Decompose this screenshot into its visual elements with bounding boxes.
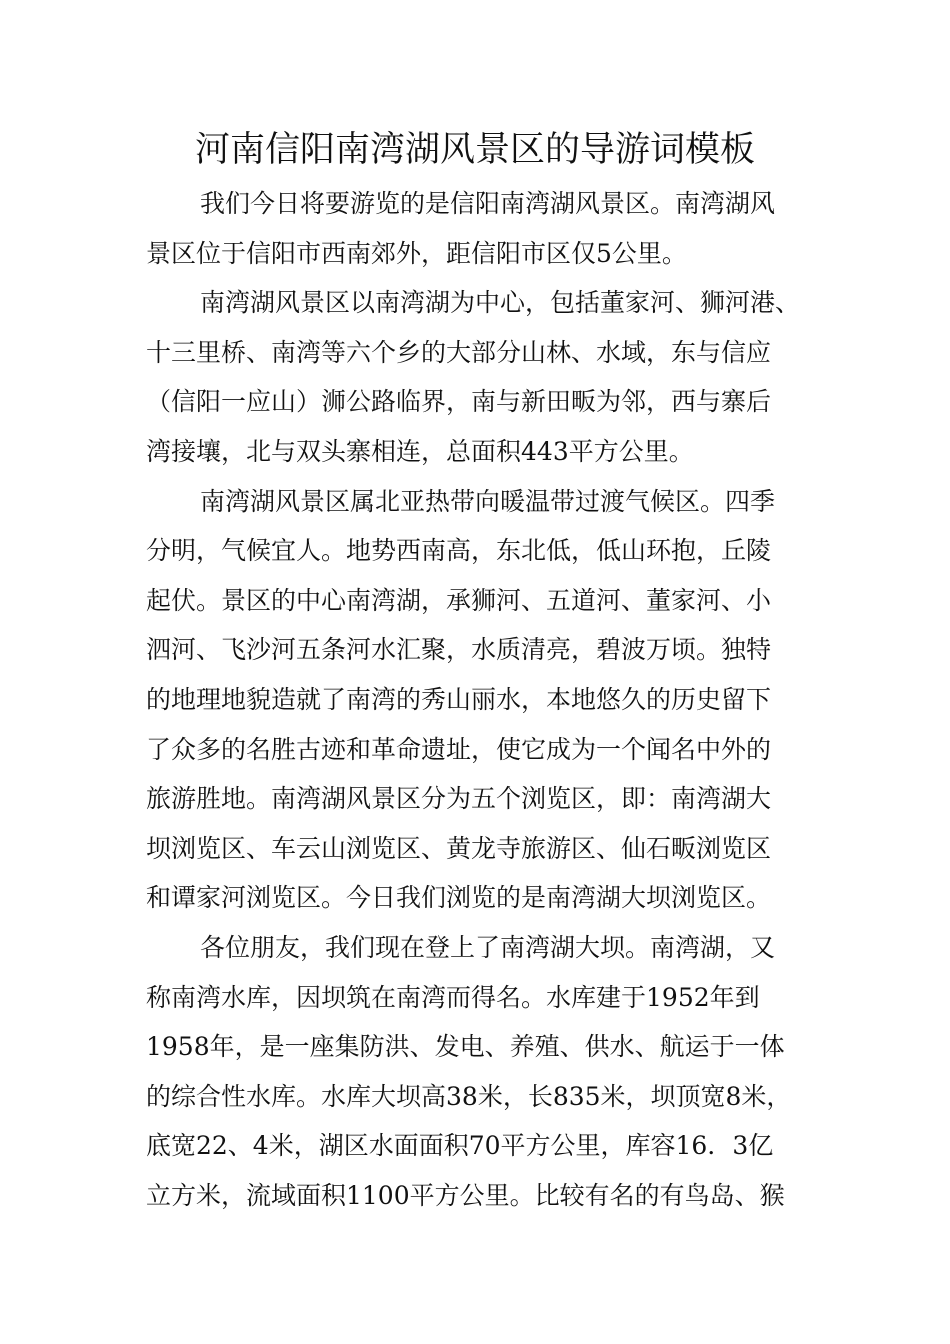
document-title: 河南信阳南湾湖风景区的导游词模板 [194, 130, 755, 170]
paragraph-line: 我们今日将要游览的是信阳南湾湖风景区。南湾湖风 [200, 189, 776, 218]
paragraph-1 [146, 179, 826, 278]
paragraph-line: 1958年，是一座集防洪、发电、养殖、供水、航运于一体 [146, 1032, 785, 1062]
paragraph-line: 湾接壤，北与双头寨相连，总面积443平方公里。 [146, 436, 694, 466]
document-body [146, 179, 826, 1220]
paragraph-line: 的综合性水库。水库大坝高38米，长835米，坝顶宽8米， [146, 1081, 792, 1111]
paragraph-line: 旅游胜地。南湾湖风景区分为五个浏览区，即：南湾湖大 [146, 784, 772, 814]
paragraph-line: 景区位于信阳市西南郊外，距信阳市区仅5公里。 [146, 238, 687, 268]
paragraph-line: 分明，气候宜人。地势西南高，东北低，低山环抱，丘陵 [146, 536, 772, 566]
paragraph-line: 各位朋友，我们现在登上了南湾湖大坝。南湾湖，又 [200, 932, 776, 962]
paragraph-line: 泗河、飞沙河五条河水汇聚，水质清亮，碧波万顷。独特 [146, 635, 772, 665]
paragraph-line: 了众多的名胜古迹和革命遗址，使它成为一个闻名中外的 [146, 734, 772, 764]
paragraph-line: （信阳一应山）浉公路临界，南与新田畈为邻，西与寨后 [146, 387, 772, 417]
paragraph-line: 和谭家河浏览区。今日我们浏览的是南湾湖大坝浏览区。 [146, 883, 772, 913]
paragraph-2 [146, 278, 826, 476]
paragraph-line: 称南湾水库，因坝筑在南湾而得名。水库建于1952年到 [146, 982, 760, 1012]
paragraph-4 [146, 923, 826, 1221]
paragraph-line: 底宽22、4米，湖区水面面积70平方公里，库容16．3亿 [146, 1131, 774, 1161]
paragraph-line: 立方米，流域面积1100平方公里。比较有名的有鸟岛、猴 [146, 1180, 785, 1210]
paragraph-line: 起伏。景区的中心南湾湖，承狮河、五道河、董家河、小 [146, 585, 772, 615]
paragraph-line: 南湾湖风景区属北亚热带向暖温带过渡气候区。四季 [200, 486, 776, 516]
paragraph-line: 的地理地貌造就了南湾的秀山丽水，本地悠久的历史留下 [146, 684, 772, 714]
paragraph-line: 南湾湖风景区以南湾湖为中心，包括董家河、狮河港、 [200, 288, 801, 318]
paragraph-line: 坝浏览区、车云山浏览区、黄龙寺旅游区、仙石畈浏览区 [146, 833, 772, 863]
paragraph-line: 十三里桥、南湾等六个乡的大部分山林、水域，东与信应 [146, 337, 772, 367]
paragraph-3 [146, 477, 826, 923]
